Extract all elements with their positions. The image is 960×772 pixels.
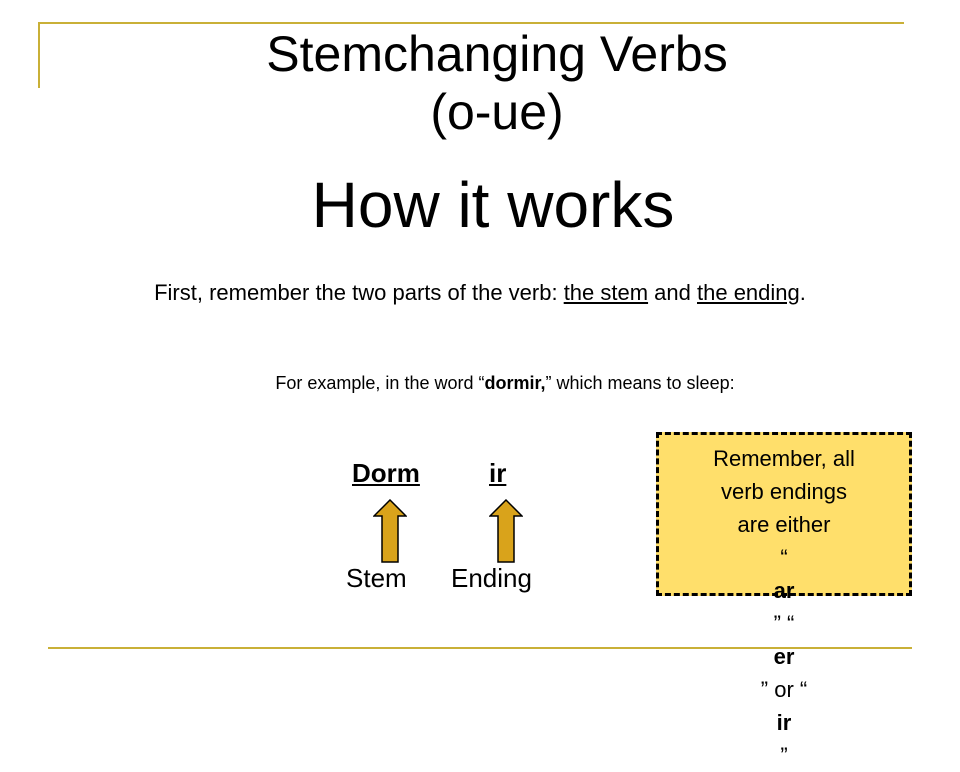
note-er: er bbox=[773, 644, 795, 669]
example-sentence bbox=[0, 371, 960, 395]
stem-label: Stem bbox=[346, 563, 407, 593]
slide-subtitle: How it works bbox=[311, 169, 675, 241]
note-quote: ” bbox=[780, 743, 788, 768]
intro-sentence bbox=[0, 279, 960, 307]
ending-label: Ending bbox=[451, 563, 532, 593]
note-line-1: Remember, all bbox=[713, 446, 855, 471]
note-quote: ” or “ bbox=[760, 677, 808, 702]
intro-lead: First, remember the two parts of the verb: bbox=[154, 280, 564, 305]
note-ar: ar bbox=[773, 578, 795, 603]
note-quote: “ bbox=[780, 545, 788, 570]
intro-end: . bbox=[799, 280, 806, 305]
note-quote: ” “ bbox=[773, 611, 795, 636]
ending-up-arrow-icon bbox=[489, 499, 523, 563]
slide-title bbox=[0, 25, 960, 141]
verb-ending-part: ir bbox=[489, 458, 507, 488]
title-line-2: (o-ue) bbox=[430, 84, 564, 140]
ending-phrase: the ending bbox=[697, 280, 800, 305]
example-after: ” which means to sleep: bbox=[545, 373, 735, 393]
decorative-top-line bbox=[40, 22, 904, 24]
stem-arrow-shape bbox=[374, 500, 406, 562]
verb-stem-part: Dorm bbox=[352, 458, 420, 488]
ending-arrow-shape bbox=[490, 500, 522, 562]
stem-phrase: the stem bbox=[563, 280, 649, 305]
example-word: dormir, bbox=[484, 373, 546, 393]
note-line-4 bbox=[659, 541, 909, 772]
note-line-3: are either bbox=[737, 512, 831, 537]
example-before: For example, in the word “ bbox=[275, 373, 485, 393]
note-ir: ir bbox=[776, 710, 792, 735]
intro-and: and bbox=[648, 280, 697, 305]
note-line-2: verb endings bbox=[721, 479, 847, 504]
stem-up-arrow-icon bbox=[373, 499, 407, 563]
reminder-note-box bbox=[656, 432, 912, 768]
title-line-1: Stemchanging Verbs bbox=[266, 26, 728, 82]
